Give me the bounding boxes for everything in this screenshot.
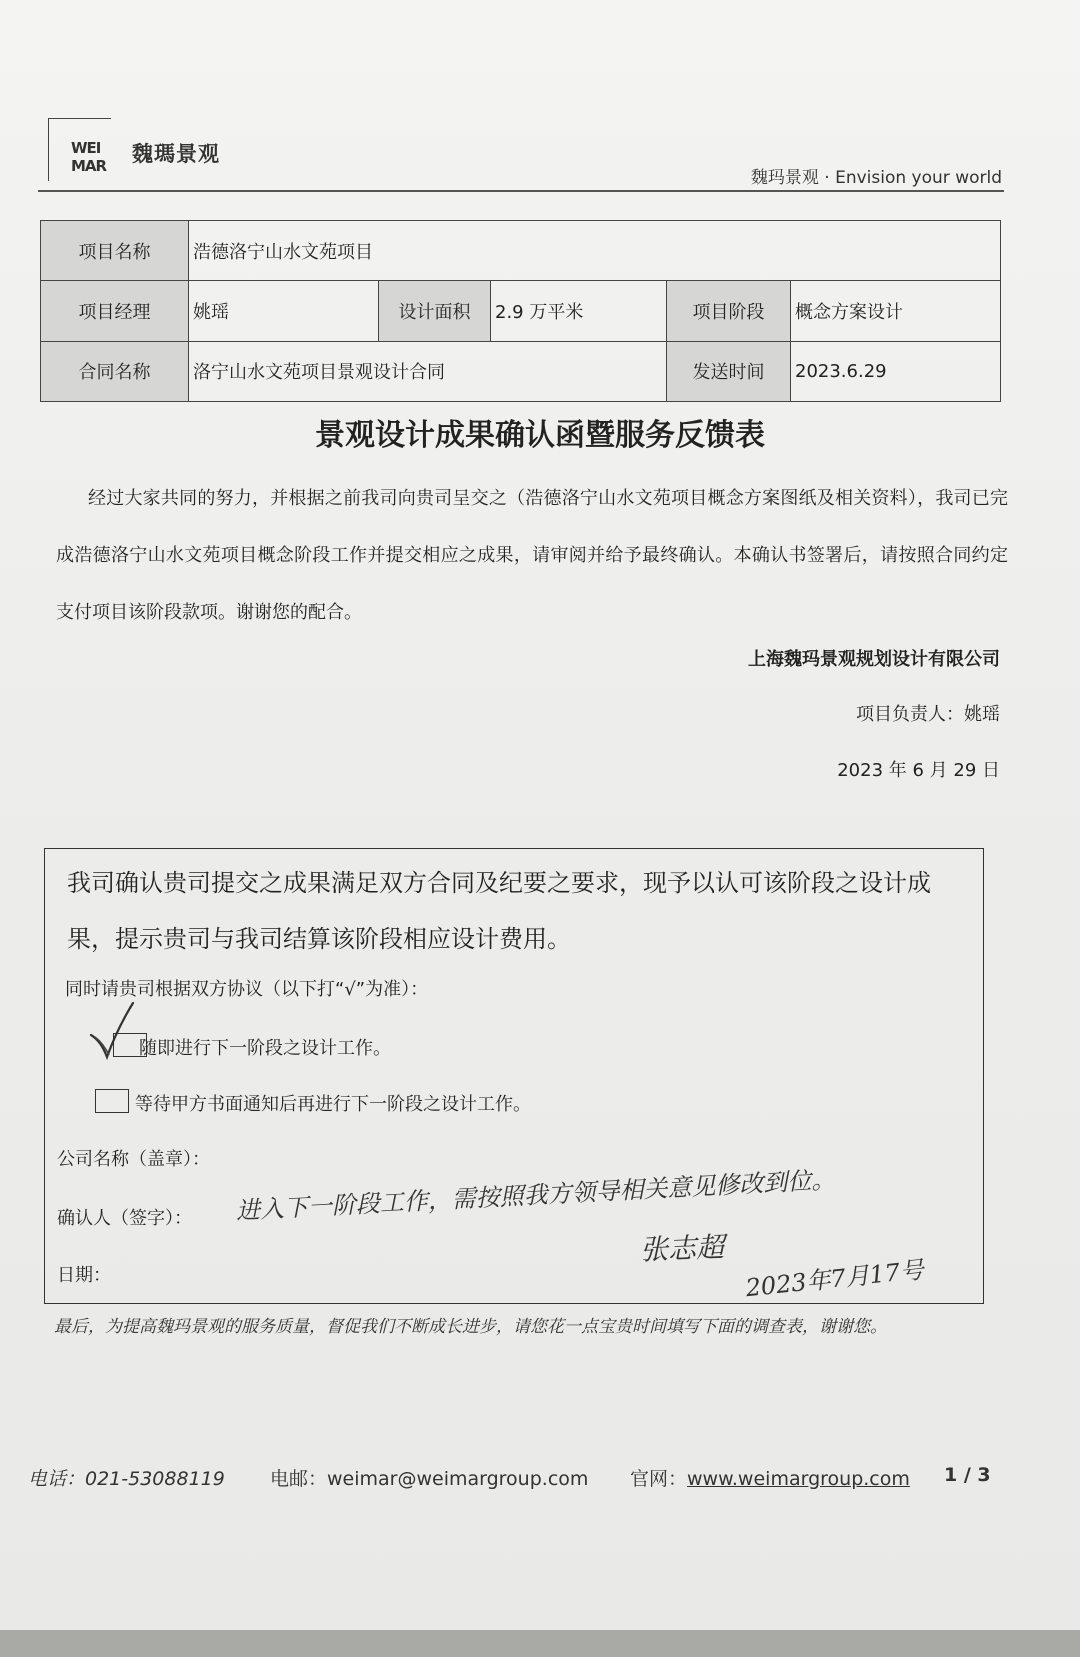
footer-website — [630, 1464, 910, 1491]
option2-checkbox[interactable] — [95, 1089, 129, 1113]
signer-field-label: 确认人（签字）： — [57, 1208, 192, 1229]
send-date-label: 发送时间 — [667, 341, 791, 401]
footer-website-link[interactable]: www.weimargroup.com — [687, 1468, 910, 1490]
slogan: 魏玛景观 · Envision your world — [750, 168, 1002, 188]
send-date-value: 2023.6.29 — [791, 341, 1001, 401]
confirmation-box — [44, 848, 984, 1304]
stage-label: 项目阶段 — [667, 281, 791, 341]
manager-value: 姚瑶 — [189, 281, 379, 341]
manager-label: 项目经理 — [41, 281, 189, 341]
option1-label: 随即进行下一阶段之设计工作。 — [139, 1038, 391, 1059]
logo-mark-text: WEI MAR — [71, 139, 107, 175]
confirmation-statement: 我司确认贵司提交之成果满足双方合同及纪要之要求，现予以认可该阶段之设计成果，提示贵司与我司结算该阶段相应设计费用。 — [67, 869, 931, 953]
signoff-manager: 项目负责人：姚瑶 — [856, 704, 1000, 725]
handwritten-signature: 张志超 — [639, 1230, 725, 1267]
footer-email: 电邮：weimar@weimargroup.com — [270, 1468, 589, 1490]
project-name-label: 项目名称 — [41, 221, 189, 281]
logo-text: 魏瑪景观 — [132, 142, 220, 166]
handwritten-note: 进入下一阶段工作，需按照我方领导相关意见修改到位。 — [235, 1165, 836, 1225]
footer-website-label: 官网： — [630, 1468, 688, 1490]
footer-phone: 电话：021-53088119 — [28, 1468, 225, 1490]
option2-label: 等待甲方书面通知后再进行下一阶段之设计工作。 — [135, 1094, 531, 1115]
survey-note: 最后，为提高魏玛景观的服务质量，督促我们不断成长进步，请您花一点宝贵时间填写下面的调查表，谢谢您。 — [54, 1317, 887, 1337]
signoff-date: 2023 年 6 月 29 日 — [837, 760, 1000, 781]
table-row — [41, 341, 1001, 401]
area-value: 2.9 万平米 — [491, 281, 667, 341]
project-info-table — [40, 220, 1001, 402]
company-field-label: 公司名称（盖章）： — [57, 1149, 210, 1170]
document-title: 景观设计成果确认函暨服务反馈表 — [315, 418, 765, 453]
table-row — [41, 221, 1001, 281]
table-row — [41, 281, 1001, 341]
handwritten-date: 2023年7月17号 — [744, 1255, 926, 1303]
signoff-company: 上海魏玛景观规划设计有限公司 — [748, 649, 1000, 670]
header-rule — [38, 190, 1004, 192]
contract-label: 合同名称 — [41, 341, 189, 401]
agreement-note: 同时请贵司根据双方协议（以下打“√”为准）： — [65, 979, 429, 1000]
page-number: 1 / 3 — [944, 1464, 991, 1486]
logo-mark — [48, 118, 111, 181]
date-field-label: 日期： — [57, 1265, 111, 1286]
area-label: 设计面积 — [379, 281, 491, 341]
checkmark-icon — [87, 999, 147, 1063]
project-name-value: 浩德洛宁山水文苑项目 — [189, 221, 1001, 281]
contract-value: 洛宁山水文苑项目景观设计合同 — [189, 341, 667, 401]
table-surface — [0, 1630, 1080, 1657]
body-paragraph: 经过大家共同的努力，并根据之前我司向贵司呈交之（浩德洛宁山水文苑项目概念方案图纸及相关资料），我司已完成浩德洛宁山水文苑项目概念阶段工作并提交相应之成果，请审阅并给予最终确认。本确认书签署后，请按照合同约定支付项目该阶段款项。谢谢您的配合。 — [56, 488, 1008, 623]
stage-value: 概念方案设计 — [791, 281, 1001, 341]
